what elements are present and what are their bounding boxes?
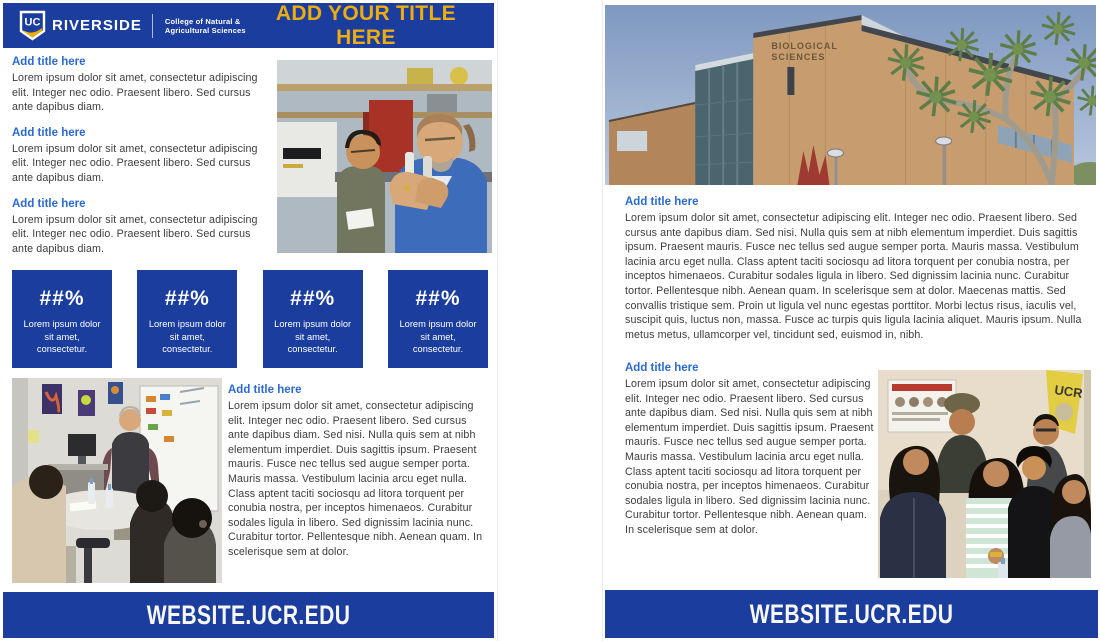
section-title: Add title here	[12, 56, 86, 68]
flyer-page-front	[0, 0, 497, 641]
footer-bar	[605, 590, 1098, 638]
intro-text-column	[12, 56, 274, 268]
header-bar	[3, 3, 494, 48]
text-section	[228, 384, 490, 560]
uc-shield-logo-icon	[19, 10, 46, 41]
college-name: College of Natural & Agricultural Sciences	[164, 16, 246, 35]
section-body: Lorem ipsum dolor sit amet, consectetur adipiscing elit. Integer nec odio. Praesent libero. Sed cursus ante dapibus diam. Sed nisi. Nulla quis sem at nibh elementum imperdiet. Duis sagittis ipsum. Praesent mauris. Fusce nec tellus sed augue semper porta. Mauris massa. Vestibulum lacinia arcu eget nulla. Class aptent taciti sociosqu ad litora torquent per conubia nostra, per inceptos himenaeos. Curabitur sodales ligula in libero. Sed dignissim lacinia nunc. Curabitur tortor. Pellentesque nibh. Aenean quam. In scelerisque sem at dolor. Maecenas mattis. Sed convallis tristique sem. Proin ut ligula vel nunc egestas porttitor. Morbi lectus risus, iaculis vel, suscipit quis, luctus non, massa. Fusce ac turpis quis ligula lacinia aliquet. Mauris ipsum. Nulla metus metus, ullamcorper vel, tincidunt sed, euismod in, nibh.	[625, 212, 1082, 341]
upper-text-section	[625, 196, 1087, 354]
svg-text:BIOLOGICAL: BIOLOGICAL	[771, 41, 838, 51]
stat-box-row	[12, 270, 488, 368]
text-section	[12, 198, 274, 257]
riverside-wordmark: RIVERSIDE	[52, 17, 142, 34]
bottom-text-column	[228, 384, 490, 572]
website-url: WEBSITE.UCR.EDU	[749, 598, 954, 629]
svg-text:UCR: UCR	[1053, 382, 1084, 401]
section-title: Add title here	[12, 197, 86, 210]
stat-value: ##%	[290, 287, 336, 310]
stat-caption: Lorem ipsum dolor sit amet, consectetur.	[148, 319, 226, 354]
stat-value: ##%	[39, 287, 85, 310]
section-body: Lorem ipsum dolor sit amet, consectetur adipiscing elit. Integer nec odio. Praesent libero. Sed cursus ante dapibus diam. Sed nisi. Nulla quis sem at nibh elementum imperdiet. Duis sagittis ipsum. Praesent mauris. Fusce nec tellus sed augue semper porta. Mauris massa. Vestibulum lacinia arcu eget nulla. Class aptent taciti sociosqu ad litora torquent per conubia nostra, per inceptos himenaeos. Curabitur sodales ligula in libero. Sed dignissim lacinia nunc. Curabitur tortor. Pellentesque nibh. Aenean quam. In scelerisque sem at dolor.	[228, 400, 483, 558]
classroom-photo	[12, 378, 222, 583]
section-title: Add title here	[228, 384, 302, 396]
website-url: WEBSITE.UCR.EDU	[146, 599, 351, 630]
text-section	[12, 127, 274, 186]
stat-box	[263, 270, 363, 368]
svg-text:SCIENCES: SCIENCES	[771, 52, 826, 62]
stat-box	[12, 270, 112, 368]
section-body: Lorem ipsum dolor sit amet, consectetur adipiscing elit. Integer nec odio. Praesent libero. Sed cursus ante dapibus diam.	[12, 72, 258, 114]
text-section	[625, 362, 877, 538]
section-body: Lorem ipsum dolor sit amet, consectetur adipiscing elit. Integer nec odio. Praesent libero. Sed cursus ante dapibus diam.	[12, 213, 258, 255]
text-section	[12, 56, 274, 115]
ucr-logo	[19, 10, 246, 41]
stat-caption: Lorem ipsum dolor sit amet, consectetur.	[399, 319, 477, 354]
footer-bar	[3, 592, 494, 638]
flyer-page-back	[603, 0, 1100, 641]
text-section	[625, 196, 1087, 342]
section-body: Lorem ipsum dolor sit amet, consectetur adipiscing elit. Integer nec odio. Praesent libero. Sed cursus ante dapibus diam. Sed nisi. Nulla quis sem at nibh elementum imperdiet. Duis sagittis ipsum. Praesent mauris. Fusce nec tellus sed augue semper porta. Mauris massa. Vestibulum lacinia arcu eget nulla. Class aptent taciti sociosqu ad litora torquent per conubia nostra, per inceptos himenaeos. Curabitur sodales ligula in libero. Sed dignissim lacinia nunc. Curabitur tortor. Pellentesque nibh. Aenean quam. In scelerisque sem at dolor.	[625, 378, 874, 536]
stat-box	[137, 270, 237, 368]
section-body: Lorem ipsum dolor sit amet, consectetur adipiscing elit. Integer nec odio. Praesent libero. Sed cursus ante dapibus diam.	[12, 142, 258, 184]
logo-divider	[152, 14, 153, 38]
page-title: ADD YOUR TITLE HERE	[275, 1, 456, 49]
building-photo	[605, 5, 1096, 185]
stat-box	[388, 270, 488, 368]
section-title: Add title here	[12, 126, 86, 139]
stat-caption: Lorem ipsum dolor sit amet, consectetur.	[23, 319, 101, 354]
stat-caption: Lorem ipsum dolor sit amet, consectetur.	[274, 319, 352, 354]
lower-text-section	[625, 362, 877, 550]
group-photo	[878, 370, 1091, 578]
svg-text:UC: UC	[24, 16, 41, 29]
section-title: Add title here	[625, 196, 699, 208]
lab-photo	[277, 60, 492, 253]
stat-value: ##%	[415, 287, 461, 310]
section-title: Add title here	[625, 362, 699, 374]
stat-value: ##%	[164, 287, 210, 310]
